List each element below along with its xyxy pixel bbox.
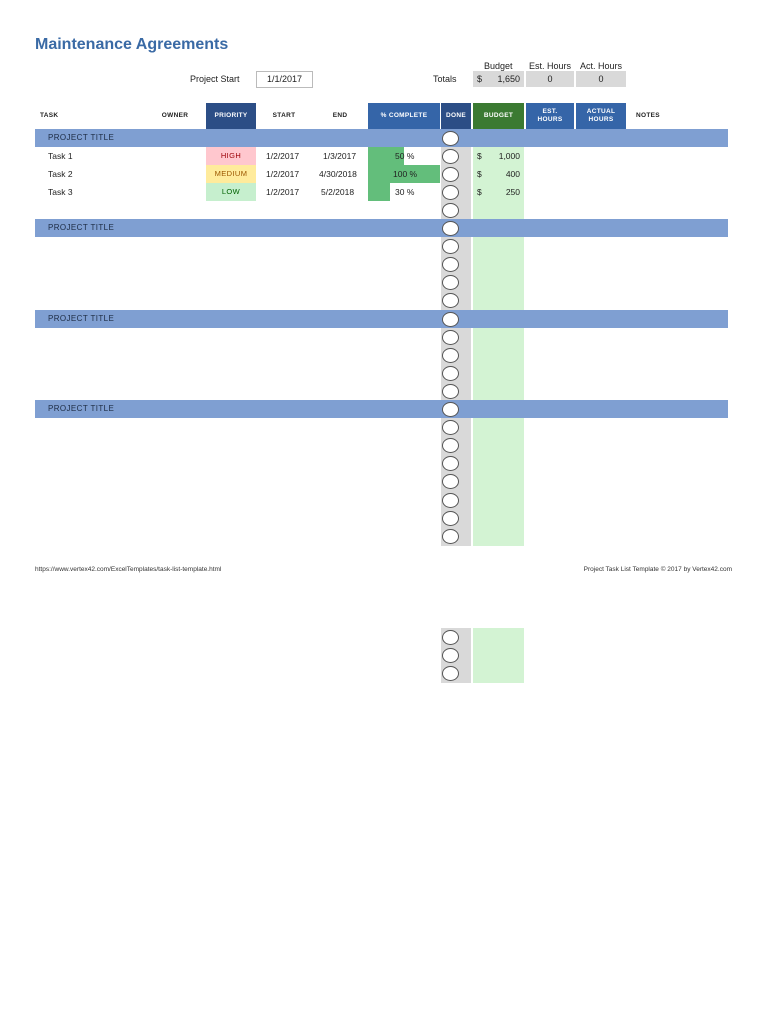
- budget-currency: $: [477, 151, 482, 161]
- page-title: Maintenance Agreements: [35, 36, 229, 53]
- task-start: 1/2/2017: [266, 187, 300, 197]
- project-start-input[interactable]: 1/1/2017: [256, 71, 313, 88]
- task-start: 1/2/2017: [266, 169, 300, 179]
- done-checkbox[interactable]: [442, 330, 459, 345]
- budget-currency: $: [477, 187, 482, 197]
- complete-percent: 50 %: [395, 151, 415, 161]
- done-checkbox[interactable]: [442, 420, 459, 435]
- header-complete: % COMPLETE: [368, 103, 440, 129]
- est-hours-header: Est. Hours: [529, 61, 572, 71]
- header-actual-hours: ACTUAL HOURS: [576, 103, 626, 129]
- task-end: 4/30/2018: [319, 169, 357, 179]
- header-owner: OWNER: [161, 112, 189, 119]
- footer-copyright: Project Task List Template © 2017 by Vertex42.com: [583, 566, 732, 573]
- budget-header: Budget: [484, 61, 513, 71]
- priority-badge: MEDIUM: [206, 165, 256, 183]
- budget-value: 1,000: [498, 151, 520, 161]
- header-start: START: [272, 112, 296, 119]
- priority-badge: LOW: [206, 183, 256, 201]
- header-end: END: [332, 112, 348, 119]
- done-checkbox[interactable]: [442, 203, 459, 218]
- section-band: [35, 129, 728, 147]
- done-checkbox[interactable]: [442, 149, 459, 164]
- done-checkbox[interactable]: [442, 221, 459, 236]
- task-name: Task 3: [48, 187, 73, 197]
- section-title: PROJECT TITLE: [48, 223, 115, 232]
- section-title: PROJECT TITLE: [48, 133, 115, 142]
- total-budget-value: 1,650: [497, 74, 520, 84]
- act-hours-header: Act. Hours: [580, 61, 623, 71]
- header-budget: BUDGET: [473, 103, 524, 129]
- section-band: [35, 310, 728, 328]
- budget-value: 400: [505, 169, 520, 179]
- done-checkbox[interactable]: [442, 185, 459, 200]
- task-name: Task 1: [48, 151, 73, 161]
- priority-badge: HIGH: [206, 147, 256, 165]
- done-checkbox[interactable]: [442, 666, 459, 681]
- budget-currency: $: [477, 169, 482, 179]
- section-title: PROJECT TITLE: [48, 314, 115, 323]
- done-checkbox[interactable]: [442, 402, 459, 417]
- task-end: 1/3/2017: [323, 151, 357, 161]
- total-budget-currency: $: [477, 74, 483, 84]
- done-checkbox[interactable]: [442, 366, 459, 381]
- section-title: PROJECT TITLE: [48, 404, 115, 413]
- done-checkbox[interactable]: [442, 630, 459, 645]
- header-task: TASK: [40, 112, 59, 119]
- done-checkbox[interactable]: [442, 529, 459, 544]
- task-end: 5/2/2018: [321, 187, 355, 197]
- budget-value: 250: [505, 187, 520, 197]
- done-checkbox[interactable]: [442, 312, 459, 327]
- header-priority: PRIORITY: [206, 103, 256, 129]
- done-checkbox[interactable]: [442, 131, 459, 146]
- header-est-hours: EST. HOURS: [526, 103, 574, 129]
- total-budget-cell: [473, 71, 524, 87]
- done-checkbox[interactable]: [442, 493, 459, 508]
- header-done: DONE: [441, 103, 471, 129]
- done-checkbox[interactable]: [442, 348, 459, 363]
- section-band: [35, 219, 728, 237]
- done-checkbox[interactable]: [442, 167, 459, 182]
- task-name: Task 2: [48, 169, 73, 179]
- done-checkbox[interactable]: [442, 648, 459, 663]
- done-checkbox[interactable]: [442, 384, 459, 399]
- task-start: 1/2/2017: [266, 151, 300, 161]
- totals-label: Totals: [433, 74, 457, 84]
- complete-percent: 100 %: [393, 169, 418, 179]
- footer-url[interactable]: https://www.vertex42.com/ExcelTemplates/task-list-template.html: [35, 566, 222, 573]
- header-notes: NOTES: [636, 112, 660, 119]
- project-start-label: Project Start: [190, 74, 240, 84]
- total-est-hours: 0: [526, 71, 574, 87]
- done-checkbox[interactable]: [442, 239, 459, 254]
- complete-percent: 30 %: [395, 187, 415, 197]
- section-band: [35, 400, 728, 418]
- done-checkbox[interactable]: [442, 511, 459, 526]
- total-act-hours: 0: [576, 71, 626, 87]
- complete-bar: [368, 183, 390, 201]
- budget-column-overflow: [473, 628, 524, 683]
